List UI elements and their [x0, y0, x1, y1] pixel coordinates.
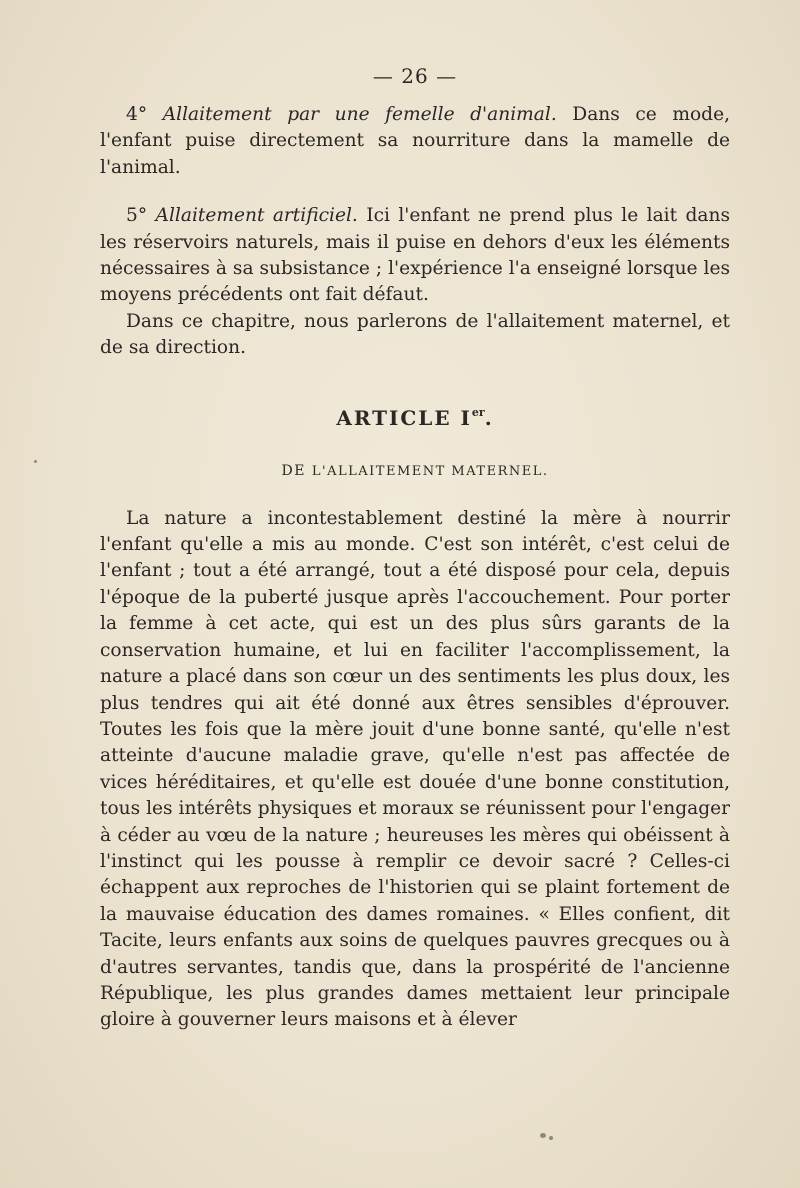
article-heading-dot: . [484, 405, 494, 430]
item-4-title: Allaitement par une femelle d'animal. [162, 104, 557, 125]
paragraph-chapter-note: Dans ce chapitre, nous parlerons de l'allaitement maternel, et de sa direction. [100, 310, 730, 359]
item-4-text: Dans ce mode, l'enfant puise directement sa nourriture dans la mamelle de l'animal. [100, 104, 730, 178]
section-heading-de: DE [281, 462, 312, 479]
paper-speck [540, 1133, 546, 1138]
section-heading-text: L'ALLAITEMENT MATERNEL. [311, 463, 549, 479]
article-heading-text: ARTICLE I [336, 405, 472, 430]
paragraph-item-5 [100, 203, 730, 309]
item-5-numeral: 5° [126, 205, 148, 227]
section-heading [100, 459, 730, 484]
item-4-numeral: 4° [126, 104, 148, 125]
item-5-title: Allaitement artificiel. [155, 205, 358, 227]
paragraph-body: La nature a incontestablement destiné la mère à nourrir l'enfant qu'elle a mis au monde. C'est son intérêt, c'est celui de l'enfant ; tout a été arrangé, tout a été disposé pour cela, depuis l'époque de la puberté jusque après l'accouchement. Pour porter la femme à cet acte, qui est un des plus sûrs garants de la conservation humaine, et lui en faciliter l'accomplissement, la nature a placé dans son cœur un des sentiments les plus doux, les plus tendres qui ait été donné aux êtres sensibles d'éprouver. Toutes les fois que la mère jouit d'une bonne santé, qu'elle n'est atteinte d'aucune maladie grave, qu'elle n'est pas affectée de vices héréditaires, et qu'elle est douée d'une bonne constitution, tous les intérêts physiques et moraux se réunissent pour l'engager à céder au vœu de la nature ; heureuses les mères qui obéissent à l'instinct qui les pousse à remplir ce devoir sacré ? Celles-ci échappent aux reproches de l'historien qui se plaint fortement de la mauvaise éducation des dames romaines. « Elles confient, dit Tacite, leurs enfants aux soins de quelques pauvres grecques ou à d'autres servantes, tandis que, dans la prospérité de l'ancienne République, les plus grandes dames mettaient leur principale gloire à gouverner leurs maisons et à élever [100, 507, 730, 1031]
article-heading [100, 398, 730, 433]
item-5-text: Ici l'enfant ne prend plus le lait dans les réservoirs naturels, mais il puise en dehors d'eux les éléments nécessaires à sa subsistance ; l'expérience l'a enseigné lorsque les moyens précédents ont fait défaut. [100, 205, 730, 306]
page-content [100, 62, 730, 1034]
paragraph-item-4 [100, 102, 730, 181]
page-number: — 26 — [372, 64, 458, 88]
paper-speck [549, 1136, 553, 1140]
paper-speck [34, 460, 37, 463]
article-heading-sup: er [471, 405, 485, 419]
